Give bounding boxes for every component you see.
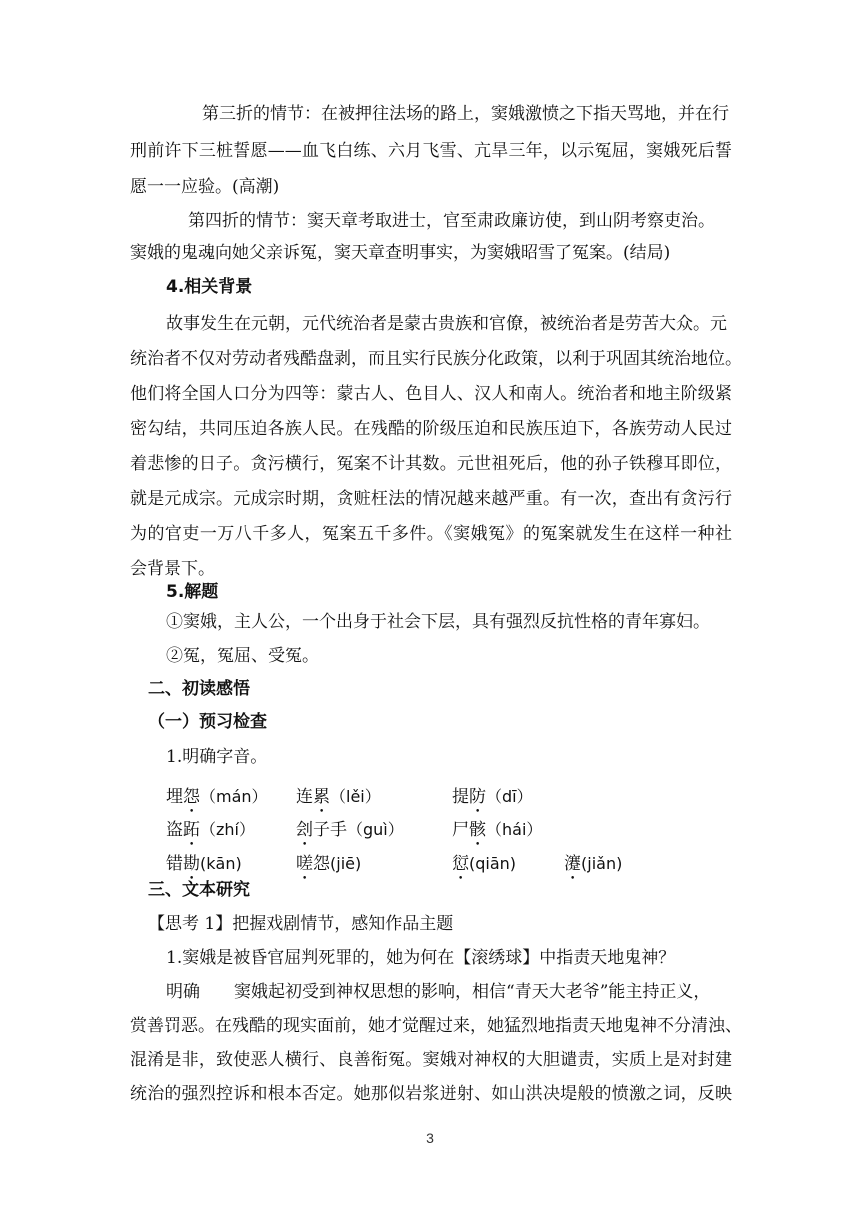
paragraph-line: 窦娥的鬼魂向她父亲诉冤，窦天章查明事实，为窦娥昭雪了冤案。(结局) <box>130 243 671 263</box>
paragraph-line: 愿一一应验。(高潮) <box>130 177 280 197</box>
paragraph-line: 就是元成宗。元成宗时期，贪赃枉法的情况越来越严重。有一次，查出有贪污行 <box>130 489 732 509</box>
paragraph-line: 赏善罚恶。在残酷的现实面前，她才觉醒过来，她猛烈地指责天地鬼神不分清浊、 <box>130 1016 742 1036</box>
vocab-item: 嗟怨(jiē) <box>296 854 362 874</box>
paragraph-line: 故事发生在元朝，元代统治者是蒙古贵族和官僚，被统治者是劳苦大众。元 <box>166 314 727 334</box>
vocab-item: 错勘(kān) <box>166 854 242 874</box>
vocab-item: 提防（dī） <box>452 787 533 807</box>
sub-heading: （一）预习检查 <box>148 712 267 732</box>
paragraph-line: 统治者不仅对劳动者残酷盘剥，而且实行民族分化政策，以利于巩固其统治地位。 <box>130 349 742 369</box>
paragraph-line: ②冤，冤屈、受冤。 <box>166 646 319 666</box>
paragraph-line: 他们将全国人口分为四等：蒙古人、色目人、汉人和南人。统治者和地主阶级紧 <box>130 384 732 404</box>
paragraph-line: 明确 窦娥起初受到神权思想的影响，相信“青天大老爷”能主持正义， <box>166 982 711 1002</box>
paragraph-line: 1.窦娥是被昏官屈判死罪的，她为何在【滚绣球】中指责天地鬼神？ <box>166 948 676 968</box>
vocab-item: 刽子手（guì） <box>296 820 404 840</box>
vocab-item: 瀽(jiǎn) <box>564 854 623 874</box>
paragraph-line: 混淆是非，致使恶人横行、良善衔冤。窦娥对神权的大胆谴责，实质上是对封建 <box>130 1050 732 1070</box>
paragraph-line: 密勾结，共同压迫各族人民。在残酷的阶级压迫和民族压迫下，各族劳动人民过 <box>130 419 732 439</box>
paragraph-line: ①窦娥，主人公，一个出身于社会下层，具有强烈反抗性格的青年寡妇。 <box>166 612 710 632</box>
paragraph-line: 为的官吏一万八千多人，冤案五千多件。《窦娥冤》的冤案就发生在这样一种社 <box>130 524 732 544</box>
paragraph-line: 【思考 1】把握戏剧情节，感知作品主题 <box>148 914 454 934</box>
vocab-item: 盗跖（zhí） <box>166 820 255 840</box>
paragraph-line: 统治的强烈控诉和根本否定。她那似岩浆迸射、如山洪决堤般的愤激之词，反映 <box>130 1084 732 1104</box>
paragraph-line: 1.明确字音。 <box>166 747 268 767</box>
section-heading: 三、文本研究 <box>148 880 250 900</box>
section-heading: 5.解题 <box>166 582 219 602</box>
section-heading: 4.相关背景 <box>166 277 253 297</box>
vocab-item: 尸骸（hái） <box>452 820 543 840</box>
vocab-item: 连累（lěi） <box>296 787 381 807</box>
paragraph-line: 着悲惨的日子。贪污横行，冤案不计其数。元世祖死后，他的孙子铁穆耳即位， <box>130 454 732 474</box>
vocab-item: 埋怨（mán） <box>166 787 268 807</box>
vocab-item: 愆(qiān) <box>452 854 517 874</box>
paragraph-line: 第三折的情节：在被押往法场的路上，窦娥激愤之下指天骂地，并在行 <box>202 104 729 124</box>
paragraph-line: 刑前许下三桩誓愿——血飞白练、六月飞雪、亢旱三年，以示冤屈，窦娥死后誓 <box>130 141 732 161</box>
paragraph-line: 第四折的情节：窦天章考取进士，官至肃政廉访使，到山阴考察吏治。 <box>188 211 715 231</box>
paragraph-line: 会背景下。 <box>130 559 215 579</box>
section-heading: 二、初读感悟 <box>148 679 250 699</box>
page-number: 3 <box>426 1130 434 1146</box>
